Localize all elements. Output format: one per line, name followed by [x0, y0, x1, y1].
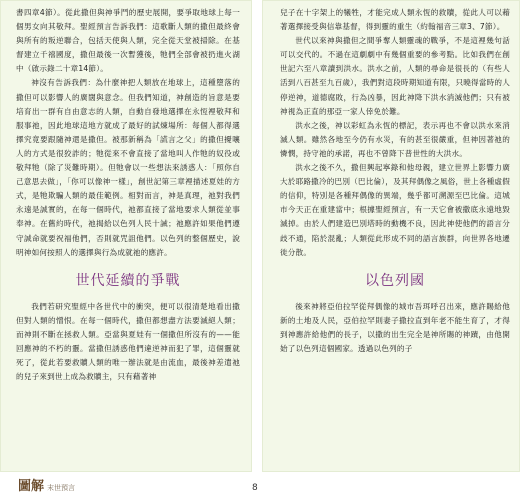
left-column-text: [16, 6, 240, 384]
paragraph: 洪水之後，神以彩虹為永恆的標記，表示再也不會以洪水來消滅人類。雖然各地至今仍有水災，有的甚至很嚴重，但神因著祂的憐憫，持守祂的承諾，再也不曾降下普世性的大洪水。: [280, 120, 510, 158]
book-brand-logo: [18, 475, 75, 494]
paragraph: 洪水之後不久，撒但興起寧錄和他母親，建立世界上影響力廣大於耶路撒冷的巴別（巴比倫），及其拜偶像之風俗，世上各種虛假的信仰，特別是各種拜偶像的異端，幾乎都可溯源至巴比倫。這城市今天正在重建當中；根據聖經預言，有一天它會被撒底永遠地毀滅掉。由於人們建造巴別塔時的動機不良，因此神使他們的語言分歧不通，陷於混亂；人類從此形成不同的語言族群，向世界各地遷徙分散。: [280, 163, 511, 257]
brand-title: 圖解: [18, 479, 45, 494]
paragraph: 我們若研究聖經中各世代中的衝突，便可以很清楚地看出撒但對人類的憎恨。在每一個時代，撒但都想盡方法要滅絕人類；而神則不斷在拯救人類。亞當與夏娃有一個撒但所沒有的——能回應神的不朽的靈。當撒但誘惑他們違逆神而犯了罪，這個靈就死了，從此若要救贖人類的唯一辦法就是由流血，最後神差遣祂的兒子來到世上成為救贖主，只有藉著神: [16, 301, 240, 382]
paragraph: 兒子在十字架上的犧牲，才能完成人類永恆的救贖，從此人可以藉著選擇接受與信靠基督，得到靈的重生（約翰福音三章3、7節）。: [280, 8, 510, 32]
left-column-panel: [0, 0, 252, 472]
page-footer: [0, 472, 520, 500]
section-heading: 以色列國: [365, 272, 425, 289]
paragraph: 神沒有告訴我們：為什麼神把人類放在地球上，這種墮落的撒但可以影響人的廣闊與意念。但我們知道，神創造的旨意是要培育出一群有自由意志的人類，自動自發地選擇在永恆裡敬拜和服事祂，因此地球這地方就成了最好的試煉場所：每個人都得選擇究竟要跟隨神還是撒但。被那新稱為「謊言之父」的撒但擾嚷人的方式是很狡詐的；牠從來不會直接了當地叫人作牠的奴役或敬拜牠（除了災難時期）。但牠會以一些想法來誘惑人：「照你自己意思去做」，「你可以像神一樣」，創世記第三章裡描述夏娃的方式，是牠欺騙人類的最佳範例。相對而言，神是真理，祂對我們永遠是誠實的，在每一個時代，祂都直接了當地要求人類從並事奉神。在舊約時代，祂揭給以色列人民十誡；祂應許如果他們遵守誠命就要祝福他們，否則就咒詛他們。以色列的整個歷史，說明神如何按照人的選擇與行為成就祂的應許。: [16, 78, 240, 257]
page-gutter: [252, 0, 262, 472]
right-column-panel: [262, 0, 520, 472]
right-column-text: [280, 6, 510, 356]
brand-subtitle: 末世預言: [47, 484, 76, 492]
page-number: 8: [252, 483, 258, 493]
paragraph: 書四章4節）。從此撒但與神爭鬥的歷史展開，要爭取地球上每一個男女向其敬拜。聖經預言告訴我們：這歌斷人類的撒但最終會與所有的叛逆聯合，包括天使與人類，完全從天堂被掃除。在基督建立千禧國度，撒但最後一次暫獲後，牠們全部會被扔進火湖中（啟示錄二十章14節）。: [16, 8, 240, 74]
paragraph: 世代以來神與撒但之間爭奪人類靈魂的戰爭，不是這裡幾句話可以交代的。不過在這劇劇中有幾個重要的參考點。比如我們在創世記六至八章讀到洪水。洪水之前，人類的尋命是很長的（有些人活到八百甚至九百歲），我們對這段時期知道有限，只曉得當時的人停逆神，道德腐敗，行為凶暴，因此神降下洪水消滅他們；只有被神視為正直的那亞一家人倖免於難。: [280, 36, 511, 116]
paragraph: 後來神將亞伯拉罕從拜偶像的城市吾珥呼召出來，應許賜給他新的土地及人民，亞伯拉罕則妻子撒拉直到年老不能生育了，才得到神應許給他們的長子，以撒的出生完全是神所賜的神蹟，由他開始了以色列這個國家。透過以色列的子: [280, 301, 510, 354]
section-heading: 世代延續的爭戰: [75, 272, 181, 289]
